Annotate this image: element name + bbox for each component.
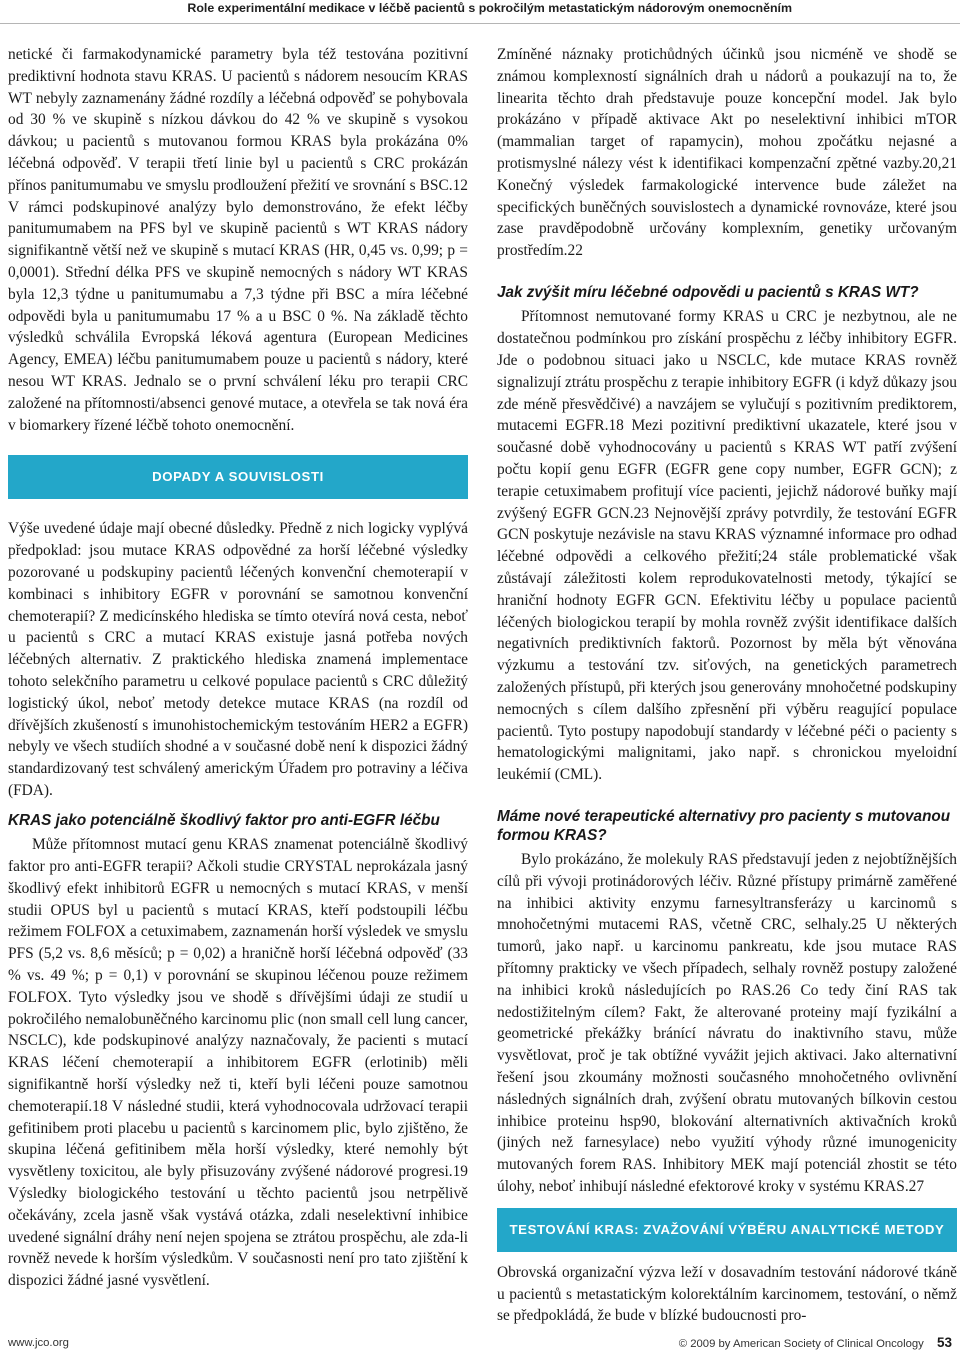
left-paragraph-1: netické či farmakodynamické parametry byla též testována pozitivní prediktivní hodnota stavu KRAS. U pacientů s nádorem nesoucím KRAS WT nebyly zaznamenány žádné rozdíly a léčebná odpověď se pohybovala od 30 % ve skupině s nízkou dávkou do 42 % ve skupině s vysokou dávkou; u pacientů s mutovanou formou KRAS byla prokázána 0% léčebná odpověď. V terapii třetí linie byl u pacientů s CRC prokázán přínos panitumumabu ve smyslu prodloužení přežití ve srovnání s BSC.12 V rámci podskupinové analýzy bylo demonstrováno, že efekt léčby panitumumabem na PFS byl ve skupině pacientů s WT KRAS nádory signifikantně větší než ve skupině s mutací KRAS (HR, 0,45 vs. 0,99; p = 0,0001). Střední délka PFS ve skupině nemocných s nádory WT KRAS byla 12,3 týdne u panitumumabu a 7,3 týdne při BSC a míra léčebné odpovědi byla u panitumumabu 17 % a u BSC 0 %. Na základě těchto výsledků schválila Evropská léková agentura (European Medicines Agency, EMEA) léčbu panitumumabem pouze u pacientů s nádory, které nesou WT KRAS. Jednalo se o první schválení léku pro terapii CRC založené na přítomnosti/absenci genové mutace, a otevřela se tak nová éra v biomarkery řízené léčbě tohoto onemocnění. <box>8 46 468 434</box>
right-paragraph-2: Přítomnost nemutované formy KRAS u CRC je nezbytnou, ale ne dostatečnou podmínkou pro získání prospěchu z léčby inhibitory EGFR. Jde o podobnou situaci jako u NSCLC, kde mutace KRAS rovněž signalizují ztrátu prospěchu z terapie inhibitory EGFR (i když důkazy jsou zde méně přesvědčivé) a navzájem se vylučují s pozitivním prediktorem, mutacemi EGFR.18 Mezi pozitivní prediktivní ukazatele, které jsou v současné době vyhodnocovány u pacientů s KRAS WT patří zvýšení počtu kopií genu EGFR (EGFR gene copy number, EGFR GCN); z terapie cetuximabem profitují více pacienti, jejichž nádorové buňky mají zvýšený EGFR GCN.23 Nejnovější zprávy potvrdily, že testování EGFR GCN poskytuje nezávisle na stavu KRAS významné informace pro odhad léčebné odpovědi a celkového přežití;24 stále problematické však zůstávají záležitosti kolem reprodukovatelnosti metody, týkající se hraniční hodnoty EGFR GCN. Efektivitu léčby u populace pacientů léčených biologickou terapií by mohla rovněž zvýšit identifikace dalších negativních prediktivních faktorů. Pozornost by měla být věnována výzkumu a testování tzv. siťových, na genetických parametrech založených přístupů, při kterých jsou generovány mnohočetné podskupiny nemocných s cílem dalšího zpřesnění při výběru reagující populace pacientů. Tyto postupy napodobují standardy v léčebné péči o pacienty s hematologickými malignitami, jako např. s chronickou myeloidní leukémií (CML). <box>497 308 957 784</box>
page-number: 53 <box>936 1335 952 1350</box>
left-column <box>8 44 468 1292</box>
right-paragraph-4: Obrovská organizační výzva leží v dosavadním testování nádorové tkáně u pacientů s metastatickým kolorektálním karcinomem, testování, o němž se předpokládá, že bude v blízké budoucnosti pro- <box>497 1263 957 1325</box>
left-paragraph-3: Může přítomnost mutací genu KRAS znamenat potenciálně škodlivý faktor pro anti-EGFR terapii? Ačkoli studie CRYSTAL neprokázala jasný škodlivý efekt inhibitorů EGFR u nemocných s mutací KRAS, v menší studii OPUS byl u pacientů s mutací KRAS, kteří podstoupili léčbu režimem FOLFOX a cetuximabem, zaznamenán horší výsledek ve smyslu PFS (5,2 vs. 8,6 měsíců; p = 0,02) a hraničně horší léčebná odpověď (33 % vs. 49 %; p = 0,1) v porovnání se skupinou léčenou pouze režimem FOLFOX. Tyto výsledky jsou ve shodě s dřívějšími údaji ze studií u pokročilého nemalobuněčného karcinomu plic (non small cell lung cancer, NSCLC), kde podskupinové analýzy naznačovaly, že pacienti s mutací KRAS léčení chemoterapií a inhibitorem EGFR (erlotinib) měli signifikantně horší výsledky než ti, kteří byli léčeni pouze samotnou chemoterapií.18 V následné studii, která vyhodnocovala udržovací terapii gefitinibem proti placebu u pacientů s karcinomem plic, bylo zjištěno, že skupina léčená gefitinibem měla horší výsledky, které nemohly být vysvětleny toxicitou, ale byly přisuzovány zvýšené nádorové progresi.19 Výsledky biologického testování u těchto pacientů jsou netrpělivě očekávány, zcela jasně však vystává otázka, zdali neselektivní inhibice uvedené signální dráhy není nejen spojena se ztrátou prospěchu, ale zda-li rovněž nevede k horším výsledkům. V současnosti není pro tato zjištění k dispozici žádné jasné vysvětlení. <box>8 836 468 1290</box>
running-head: Role experimentální medikace v léčbě pacientů s pokročilým metastatickým nádorovým onemocněním <box>187 1 792 15</box>
header-rule <box>0 23 960 24</box>
section-heading-dopady: DOPADY A SOUVISLOSTI <box>8 455 468 499</box>
subheading-kras-wt: Jak zvýšit míru léčebné odpovědi u pacientů s KRAS WT? <box>497 283 919 301</box>
section-heading-testovani: TESTOVÁNÍ KRAS: ZVAŽOVÁNÍ VÝBĚRU ANALYTICKÉ METODY <box>497 1208 957 1252</box>
right-column <box>497 44 957 1327</box>
subheading-kras-harmful: KRAS jako potenciálně škodlivý faktor pro anti-EGFR léčbu <box>8 811 440 829</box>
left-paragraph-2: Výše uvedené údaje mají obecné důsledky. Předně z nich logicky vyplývá předpoklad: jsou mutace KRAS odpovědné za horší léčebné výsledky pozorované u podskupiny pacientů léčených konvenční chemoterapií v kombinaci s inhibitory EGFR v porovnání se samotnou konvenční chemoterapií? Z medicínského hlediska se tímto otevírá nová cesta, neboť u pacientů s CRC a mutací KRAS existuje jasná potřeba nových léčebných alternativ. Z praktického hlediska znamená implementace tohoto selekčního parametru u celkové populace pacientů s CRC důležitý logistický úkol, neboť metody detekce mutace KRAS (na rozdíl od dřívějších zkušeností s imunohistochemickým testováním HER2 a EGFR) nebyly ve všech studiích shodné a v současné době není k dispozici žádný standardizovaný test schválený americkým Úřadem pro potraviny a léčiva (FDA). <box>8 520 468 799</box>
subheading-new-alternatives: Máme nové terapeutické alternativy pro pacienty s mutovanou formou KRAS? <box>497 808 951 844</box>
right-paragraph-3: Bylo prokázáno, že molekuly RAS představují jeden z nejobtížnějších cílů při vývoji protinádorových léčiv. Různé přístupy primárně zaměřené na inhibici aktivity enzymu farnesyltransferázy u karcinomů s mnohočetnými mutacemi RAS, včetně CRC, selhaly.25 U některých tumorů, jako např. u karcinomu pankreatu, kde jsou mutace RAS přítomny prakticky ve všech případech, selhaly rovněž postupy založené na inhibici kroků následujících po RAS.26 Co tedy činí RAS tak nedostižitelným cílem? Fakt, že alterované proteiny mají fyzikální a geometrické překážky bránící návratu do inaktivního stavu, může vysvětlovat, proč je tak obtížné vyvážit jejich aktivaci. Jako alternativní řešení jsou zkoumány možnosti současného mnohočetného ovlivnění následných signálních drah, zvýšení obratu mutovaných bílkovin cestou inhibice proteinu hsp90, blokování alternativních aktivačních kroků (jiných než farnesylace) nebo využití výhody různé imunogenicity mutovaných forem RAS. Inhibitory MEK mají potenciál zhostit se této úlohy, neboť inhibují následné efektorové kroky v systému KRAS.27 <box>497 851 957 1195</box>
footer-website[interactable]: www.jco.org <box>8 1337 69 1349</box>
footer-right <box>679 1335 952 1352</box>
footer-copyright: © 2009 by American Society of Clinical Oncology <box>678 1338 924 1350</box>
right-paragraph-1: Zmíněné náznaky protichůdných účinků jsou nicméně ve shodě se známou komplexností signálních drah u nádorů a poukazují na to, že linearita těchto drah představuje pouze koncepční model. Jak bylo prokázáno v případě aktivace Akt po neselektivní inhibici mTOR (mammalian target of rapamycin), mohou zpočátku nejasné a protismyslné nálezy vést k identifikaci kompenzační zpětné vazby.20,21 Konečný výsledek farmakologické intervence bude záležet na specifických buněčných souvislostech a dynamické rovnováze, které jsou zase pravděpodobně určovány komplexním, genetiky určovaným prostředím.22 <box>497 46 957 260</box>
